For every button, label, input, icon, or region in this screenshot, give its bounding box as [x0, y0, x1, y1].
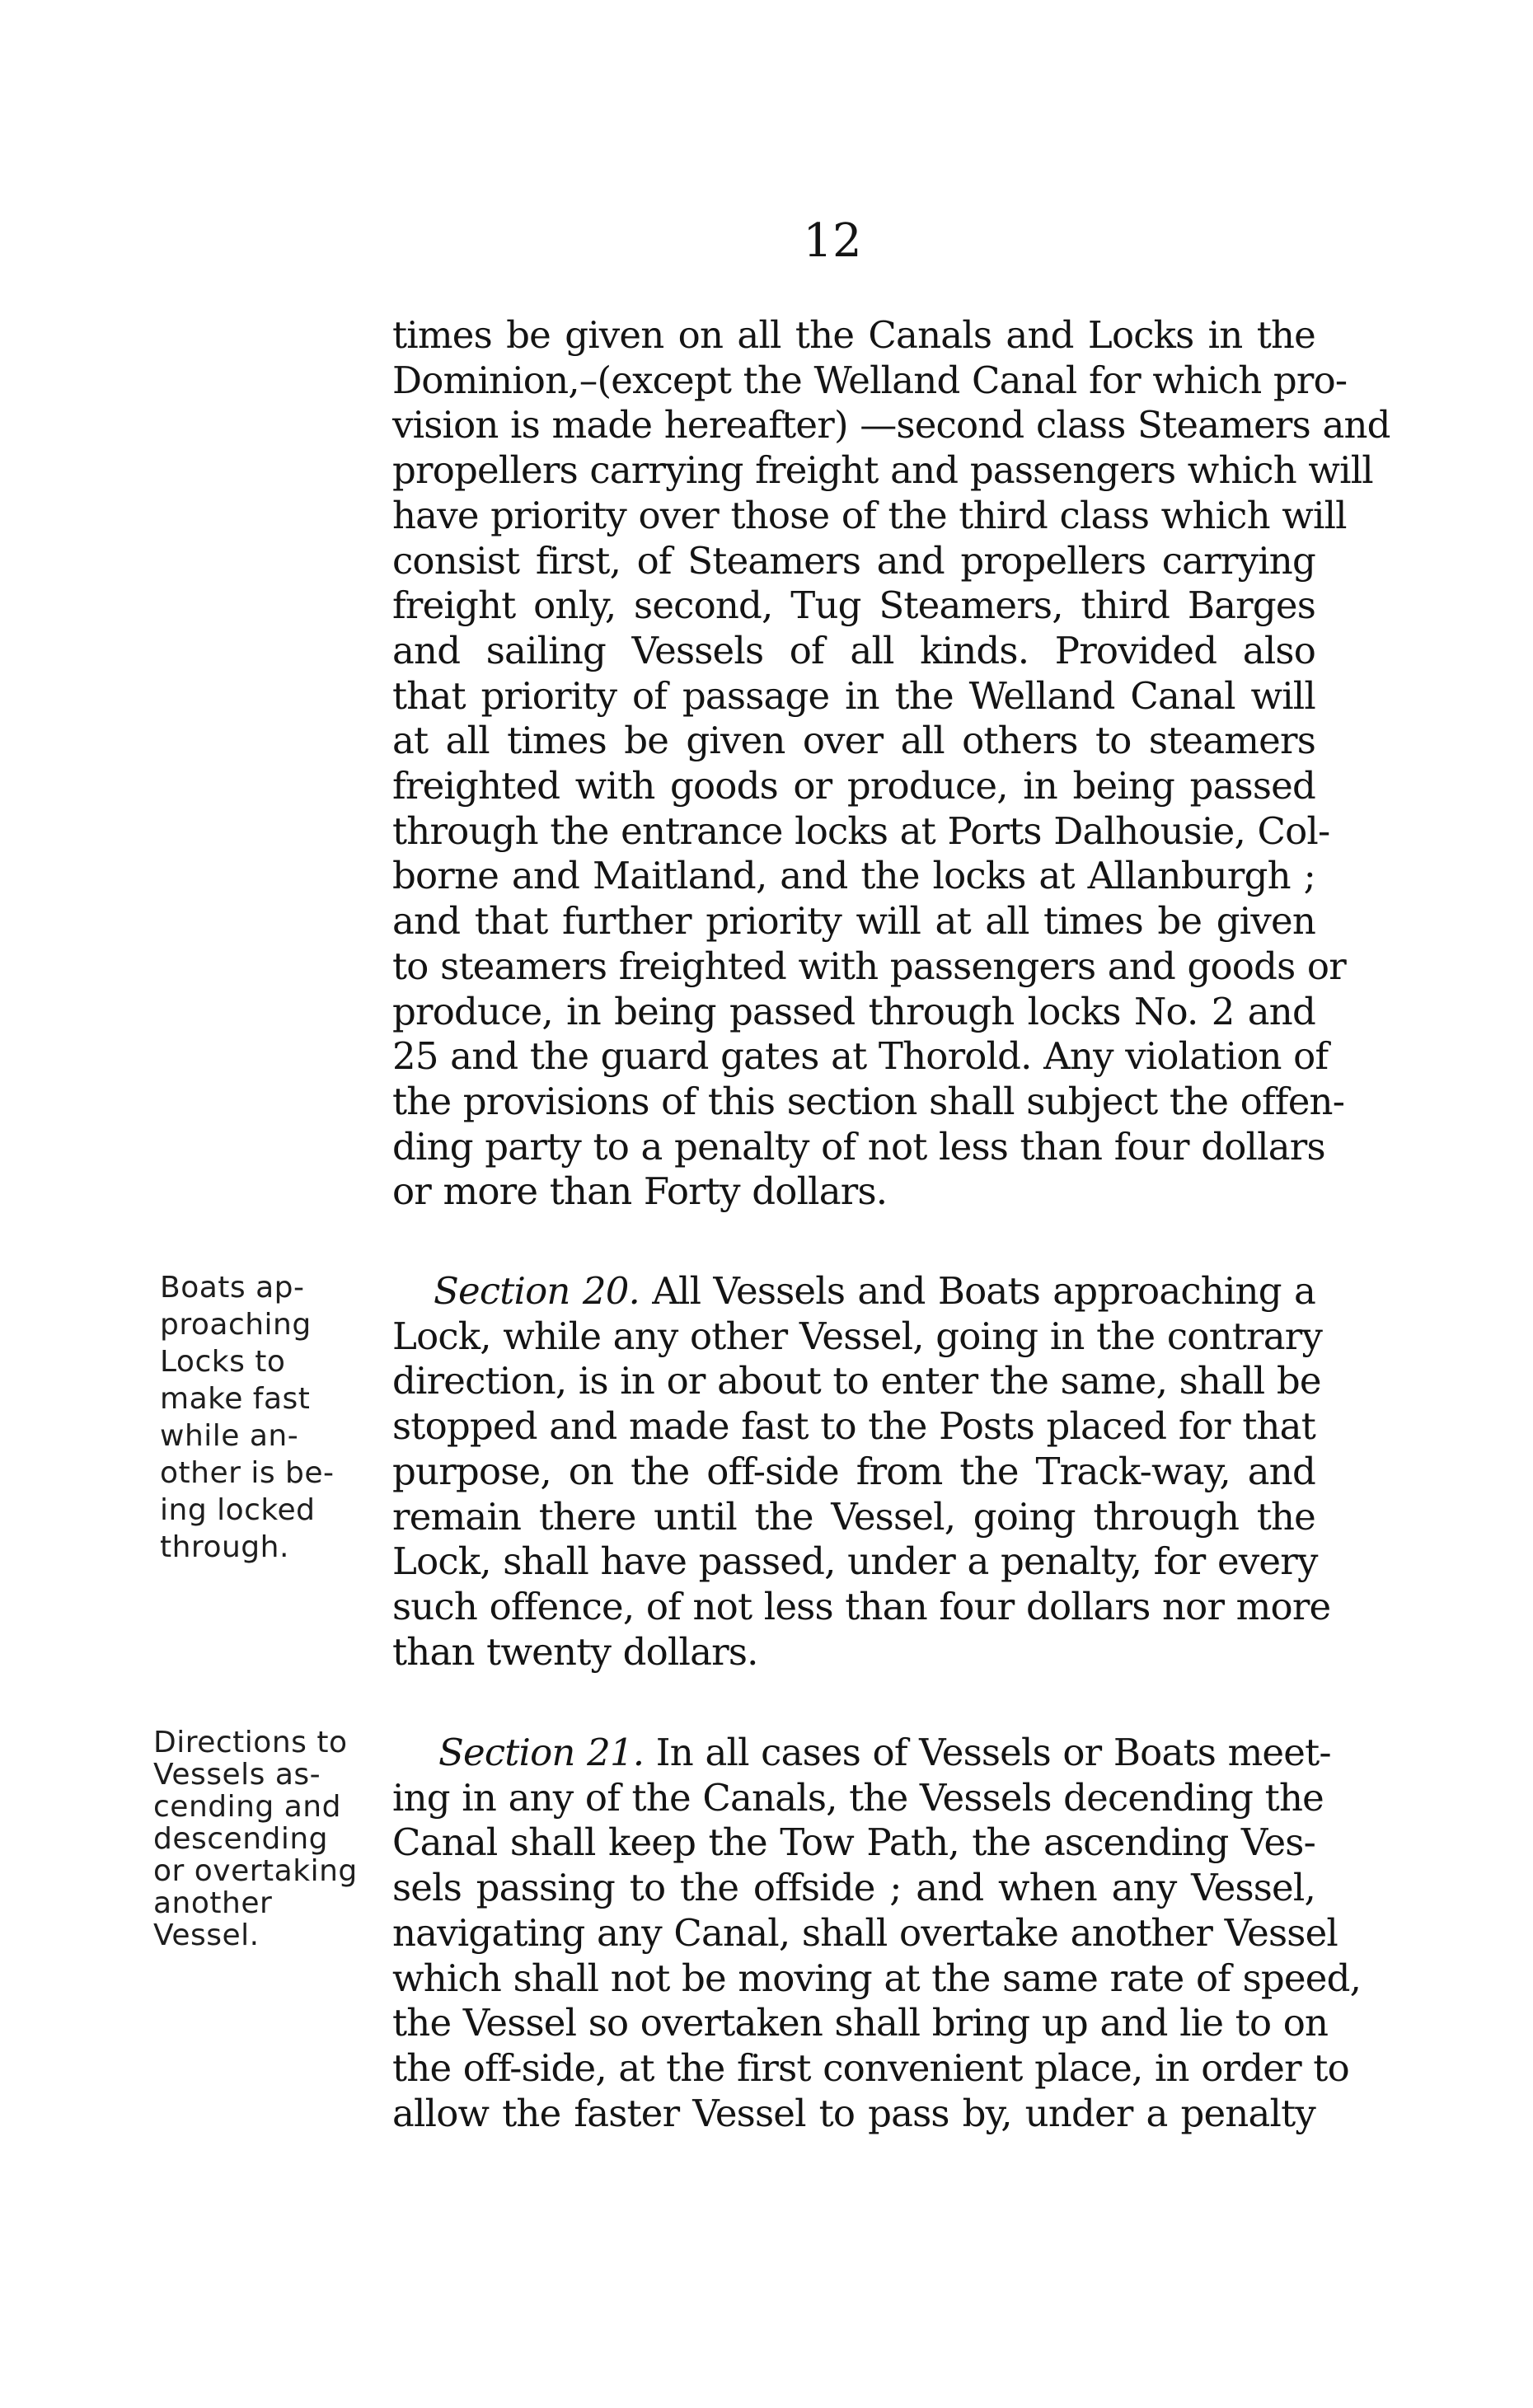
- margin-note-line: Boats ap-: [160, 1271, 305, 1305]
- text-line: allow the faster Vessel to pass by, under a penalty: [392, 2091, 1315, 2135]
- text-line: Lock, while any other Vessel, going in the contrary: [392, 1314, 1323, 1358]
- margin-note-line: make fast: [160, 1382, 311, 1416]
- text-line: the provisions of this section shall subject the offen-: [392, 1079, 1345, 1123]
- text-line: purpose, on the off-side from the Track-way, and: [392, 1449, 1315, 1493]
- text-line: or more than Forty dollars.: [392, 1169, 888, 1214]
- text-line: the off-side, at the first convenient place, in order to: [392, 2045, 1349, 2090]
- text-line: which shall not be moving at the same rate of speed,: [392, 1956, 1362, 2000]
- margin-note-line: Vessel.: [153, 1918, 260, 1952]
- page-number: 12: [803, 214, 862, 268]
- text-line: ing in any of the Canals, the Vessels decending the: [392, 1775, 1324, 1820]
- text-line: direction, is in or about to enter the same, shall be: [392, 1359, 1321, 1403]
- text-line: propellers carrying freight and passengers which will: [392, 448, 1373, 493]
- text-line: sels passing to the offside ; and when any Vessel,: [392, 1866, 1315, 1910]
- section-label: Section 21.: [438, 1731, 645, 1774]
- margin-note-line: while an-: [160, 1419, 299, 1453]
- section-20: [392, 1269, 1331, 1675]
- margin-note-line: Locks to: [160, 1345, 286, 1379]
- text-line: Canal shall keep the Tow Path, the ascending Ves-: [392, 1820, 1315, 1865]
- margin-note-line: descending: [153, 1822, 329, 1856]
- section-21: [392, 1731, 1362, 2136]
- text-line: produce, in being passed through locks No. 2 and: [392, 989, 1315, 1033]
- text-line: [392, 1269, 1315, 1314]
- text-line: borne and Maitland, and the locks at Allanburgh ;: [392, 854, 1315, 898]
- margin-note-line: Directions to: [153, 1726, 348, 1759]
- text-line: freight only, second, Tug Steamers, third Barges: [392, 583, 1315, 628]
- margin-note-line: ing locked: [160, 1493, 316, 1527]
- text-line: freighted with goods or produce, in being passed: [392, 764, 1315, 808]
- text-line: to steamers freighted with passengers and goods or: [392, 944, 1346, 988]
- text-line-content: In all cases of Vessels or Boats meet-: [655, 1731, 1331, 1774]
- text-line: through the entrance locks at Ports Dalhousie, Col-: [392, 808, 1330, 853]
- text-line: [392, 1731, 1331, 1776]
- margin-note-line: Vessels as-: [153, 1758, 321, 1792]
- margin-note-line: other is be-: [160, 1456, 335, 1490]
- text-line: and sailing Vessels of all kinds. Provided also: [392, 628, 1315, 672]
- section-label: Section 20.: [434, 1269, 640, 1313]
- margin-note-line: through.: [160, 1530, 289, 1564]
- margin-note-section-20: [160, 1269, 399, 1566]
- text-line: than twenty dollars.: [392, 1629, 758, 1674]
- text-line: navigating any Canal, shall overtake another Vessel: [392, 1910, 1338, 1955]
- text-line-content: All Vessels and Boats approaching a: [652, 1269, 1315, 1313]
- margin-note-line: proaching: [160, 1308, 312, 1342]
- paragraph-continued: [392, 313, 1390, 1215]
- text-line: at all times be given over all others to steamers: [392, 719, 1315, 763]
- text-line: Lock, shall have passed, under a penalty, for every: [392, 1539, 1318, 1584]
- text-line: ding party to a penalty of not less than four dollars: [392, 1124, 1325, 1169]
- text-line: Dominion,–(except the Welland Canal for which pro-: [392, 358, 1348, 402]
- text-line: vision is made hereafter) —second class Steamers and: [392, 403, 1390, 447]
- text-line: remain there until the Vessel, going through the: [392, 1494, 1315, 1539]
- margin-note-section-21: [153, 1726, 392, 1951]
- text-line: the Vessel so overtaken shall bring up and lie to on: [392, 2001, 1329, 2045]
- margin-note-line: another: [153, 1886, 273, 1920]
- text-line: that priority of passage in the Welland Canal will: [392, 673, 1315, 718]
- text-line: stopped and made fast to the Posts placed for that: [392, 1404, 1315, 1449]
- text-line: 25 and the guard gates at Thorold. Any violation of: [392, 1034, 1329, 1079]
- margin-note-line: cending and: [153, 1790, 341, 1824]
- margin-note-line: or overtaking: [153, 1854, 358, 1888]
- text-line: times be given on all the Canals and Locks in the: [392, 313, 1315, 357]
- text-line: such offence, of not less than four dollars nor more: [392, 1584, 1331, 1628]
- text-line: and that further priority will at all times be given: [392, 899, 1315, 944]
- text-line: have priority over those of the third class which will: [392, 493, 1347, 537]
- text-line: consist first, of Steamers and propellers carrying: [392, 538, 1315, 583]
